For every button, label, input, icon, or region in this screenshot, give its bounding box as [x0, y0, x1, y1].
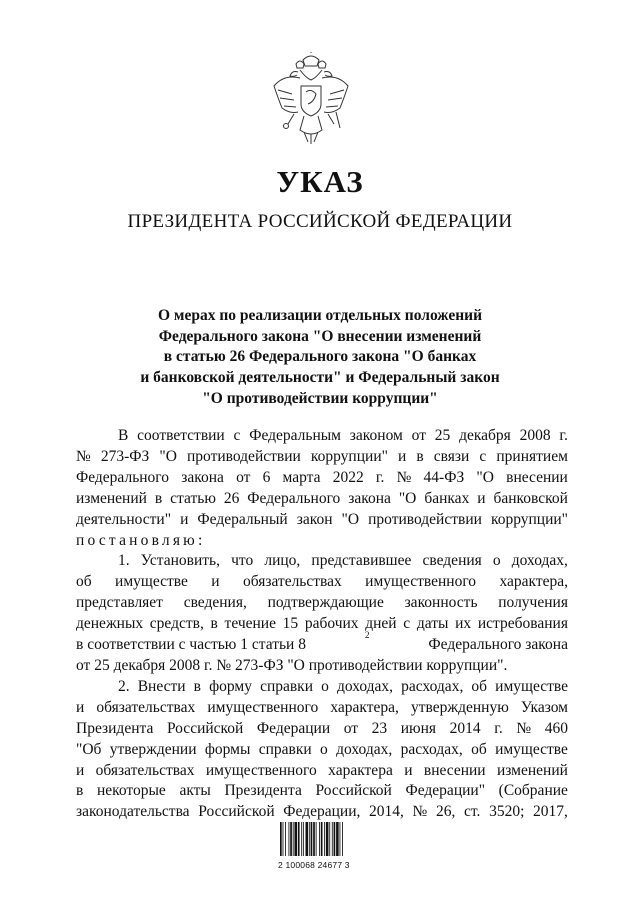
word: Президента — [76, 719, 154, 737]
body-line-with-superscript — [76, 630, 568, 656]
word: доходах, — [511, 552, 568, 570]
body-line — [76, 677, 568, 698]
word: имуществе — [495, 740, 568, 758]
barcode-bar — [283, 822, 284, 856]
word: формы — [204, 740, 251, 758]
word: имущественного — [207, 698, 319, 716]
word: имущественного — [205, 761, 317, 779]
word: и — [477, 489, 486, 507]
word: утверждении — [109, 740, 197, 758]
word: справки — [258, 740, 312, 758]
body-line — [76, 551, 568, 572]
word: Федеральный — [197, 510, 288, 528]
word: доходах, — [336, 740, 393, 758]
barcode-number: 2 100068 24677 3 — [278, 860, 350, 870]
word: № — [412, 803, 428, 821]
decree-body — [76, 426, 568, 823]
word: о — [492, 552, 501, 570]
word: лицо, — [264, 552, 301, 570]
word: обязательствах — [96, 698, 196, 716]
word: соответствии — [137, 427, 225, 444]
word: закон — [296, 510, 333, 528]
word: 2014, — [369, 803, 404, 821]
word: деятельности" — [76, 510, 172, 528]
word: об — [471, 677, 488, 695]
barcode-bar — [329, 822, 330, 856]
body-line — [76, 468, 568, 489]
word: акты — [179, 782, 211, 800]
word: Президента — [224, 782, 302, 800]
word: изменений — [76, 489, 147, 507]
word: декабря — [459, 427, 511, 444]
word: коррупции" — [490, 510, 568, 528]
word: об — [76, 573, 92, 591]
barcode-bar — [289, 822, 290, 856]
word: имуществе — [495, 677, 568, 695]
word: закона — [181, 468, 224, 486]
barcode-bar — [316, 822, 317, 856]
word: ст. — [464, 803, 481, 821]
word: внесении — [506, 468, 568, 486]
word: даты — [416, 615, 449, 633]
word: 25 — [434, 427, 451, 444]
barcode-bar — [294, 822, 297, 856]
word: изменений — [496, 761, 568, 779]
postanovlyayu: постановляю: — [76, 531, 206, 549]
body-line — [76, 447, 568, 468]
word: Федерации — [256, 719, 331, 737]
word: Указом — [520, 698, 568, 716]
word: представляет — [76, 594, 163, 612]
word: денежных — [76, 615, 144, 633]
word: Федерации, — [283, 803, 361, 821]
barcode-bar — [332, 822, 333, 856]
word: представившее — [311, 552, 412, 570]
body-line — [76, 761, 568, 782]
body-line — [76, 719, 568, 740]
word: с — [479, 447, 487, 465]
word: их — [455, 615, 472, 633]
word: Российской — [166, 719, 244, 737]
word: и — [76, 698, 85, 716]
barcode-bar — [285, 822, 286, 856]
word: и — [404, 761, 413, 779]
heading-line: Федерального закона "О внесении изменений — [158, 327, 482, 345]
word: Установить, — [140, 552, 220, 570]
word: "Об — [76, 740, 102, 758]
word: подтверждающие — [267, 594, 384, 612]
word: и — [211, 573, 220, 591]
word: расходах, — [400, 740, 463, 758]
word: № — [516, 719, 532, 737]
barcode-bar — [340, 822, 341, 856]
barcode-bar — [321, 822, 323, 856]
word: некоторые — [96, 782, 166, 800]
word: Российской — [198, 803, 275, 821]
word: банках — [424, 489, 470, 507]
barcode-bar — [303, 822, 304, 856]
word: 2017, — [533, 803, 568, 821]
word: г. — [375, 468, 385, 486]
barcode-bar — [326, 822, 329, 856]
word: сведения, — [183, 594, 247, 612]
barcode-bar — [293, 822, 294, 856]
heading-line: О мерах по реализации отдельных положений — [157, 307, 483, 324]
body-line — [76, 614, 568, 635]
word: характера, — [330, 698, 399, 716]
word: Российской — [315, 782, 392, 800]
word: от — [411, 427, 426, 444]
body-line — [76, 489, 568, 510]
word: и — [180, 510, 189, 528]
word: обязательствах — [95, 761, 195, 779]
barcode-bar — [280, 822, 282, 856]
word: № — [76, 447, 91, 465]
word: коррупции" — [310, 447, 388, 465]
body-line-part: в соответствии с частью 1 статьи 8 — [76, 636, 306, 654]
body-line-part: Федерального закона — [428, 636, 568, 654]
word: форму — [209, 677, 252, 695]
heading-line: и банковской деятельности" и Федеральный закон — [140, 369, 500, 387]
word: принятием — [496, 447, 568, 465]
word: Федеральным — [249, 427, 341, 444]
word: в — [193, 677, 201, 695]
word: 2022 — [332, 468, 364, 486]
word: доходах, — [336, 677, 394, 695]
body-line — [76, 698, 568, 719]
word: г. — [559, 427, 568, 444]
word: получения — [498, 594, 568, 612]
body-line — [76, 740, 568, 761]
word: 2. — [118, 677, 130, 695]
word: о — [321, 677, 329, 695]
word: в — [416, 447, 424, 465]
word: от — [343, 719, 359, 737]
barcode-bar — [336, 822, 339, 856]
word: дней — [365, 615, 397, 633]
barcode — [278, 818, 364, 870]
body-line — [76, 781, 568, 802]
word: утвержденную — [411, 698, 509, 716]
word: 26 — [223, 489, 240, 507]
word: о — [320, 740, 328, 758]
word: 6 — [262, 468, 271, 486]
document-title: УКАЗ — [276, 164, 364, 199]
word: течение — [224, 615, 276, 633]
barcode-bar — [319, 822, 320, 856]
word: имущественного — [365, 573, 477, 591]
word: "О — [476, 468, 494, 486]
word: рабочих — [304, 615, 359, 633]
word: с — [403, 615, 411, 633]
word: (Собрание — [498, 782, 568, 800]
decree-heading — [90, 306, 550, 410]
barcode-bar — [298, 822, 300, 856]
word: статью — [170, 489, 216, 507]
word: "О — [159, 447, 177, 465]
word: сведения — [422, 552, 482, 570]
word: Федерации" — [405, 782, 486, 800]
body-line — [76, 426, 568, 447]
word: "О — [398, 489, 417, 507]
barcode-bar — [311, 822, 313, 856]
word: от — [236, 468, 251, 486]
word: и — [76, 761, 85, 779]
word: противодействии — [187, 447, 301, 465]
word: внесении — [423, 761, 486, 779]
word: законодательства — [76, 803, 190, 821]
word: 460 — [544, 719, 568, 737]
word: в — [210, 615, 218, 633]
barcode-bar — [306, 822, 309, 856]
word: об — [471, 740, 487, 758]
word: истребования — [477, 615, 568, 633]
word: 15 — [282, 615, 299, 633]
word: банковской — [493, 489, 568, 507]
word: 273-ФЗ — [100, 447, 150, 465]
word: обязательствах — [242, 573, 342, 591]
word: Федерального — [76, 468, 170, 486]
barcode-bar — [342, 822, 343, 856]
barcode-bar — [290, 822, 292, 856]
body-line — [76, 593, 568, 614]
barcode-icon — [278, 818, 364, 858]
word: что — [231, 552, 254, 570]
word: 2014 — [449, 719, 481, 737]
word: 2008 — [519, 427, 551, 444]
word: расходах, — [401, 677, 464, 695]
superscript: 2 — [364, 630, 370, 641]
word: характера — [328, 761, 393, 779]
word: характера, — [499, 573, 568, 591]
russian-coat-of-arms-icon — [270, 52, 352, 146]
barcode-bar — [309, 822, 310, 856]
word: с — [233, 427, 241, 444]
barcode-bar — [334, 822, 336, 856]
word: закона — [348, 489, 391, 507]
word: № — [396, 468, 412, 486]
barcode-bar — [324, 822, 325, 856]
word: июня — [400, 719, 437, 737]
word: марта — [282, 468, 321, 486]
heading-line: "О противодействии коррупции" — [202, 389, 438, 407]
word: имуществе — [115, 573, 188, 591]
body-line — [76, 572, 568, 593]
word: г. — [494, 719, 503, 737]
word: 44-ФЗ — [423, 468, 465, 486]
word: законность — [404, 594, 478, 612]
word: законом — [349, 427, 403, 444]
heading-line: в статью 26 Федерального закона "О банках — [163, 348, 477, 366]
word: 23 — [371, 719, 388, 737]
word: противодействии — [368, 510, 482, 528]
document-subtitle: ПРЕЗИДЕНТА РОССИЙСКОЙ ФЕДЕРАЦИИ — [127, 211, 513, 232]
word: 26, — [436, 803, 456, 821]
word: Федерального — [247, 489, 341, 507]
body-line: от 25 декабря 2008 г. № 273-ФЗ "О противодействии коррупции". — [76, 656, 508, 674]
word: 3520; — [489, 803, 525, 821]
body-line — [76, 510, 568, 531]
word: Внести — [137, 677, 186, 695]
word: справки — [260, 677, 314, 695]
word: в — [76, 782, 84, 800]
word: в — [154, 489, 163, 507]
word: связи — [433, 447, 470, 465]
word: "О — [341, 510, 360, 528]
barcode-bar — [313, 822, 315, 856]
word: и — [398, 447, 407, 465]
barcode-bar — [301, 822, 302, 856]
word: 1. — [118, 552, 130, 570]
word: В — [118, 427, 129, 444]
word: средств, — [149, 615, 204, 633]
